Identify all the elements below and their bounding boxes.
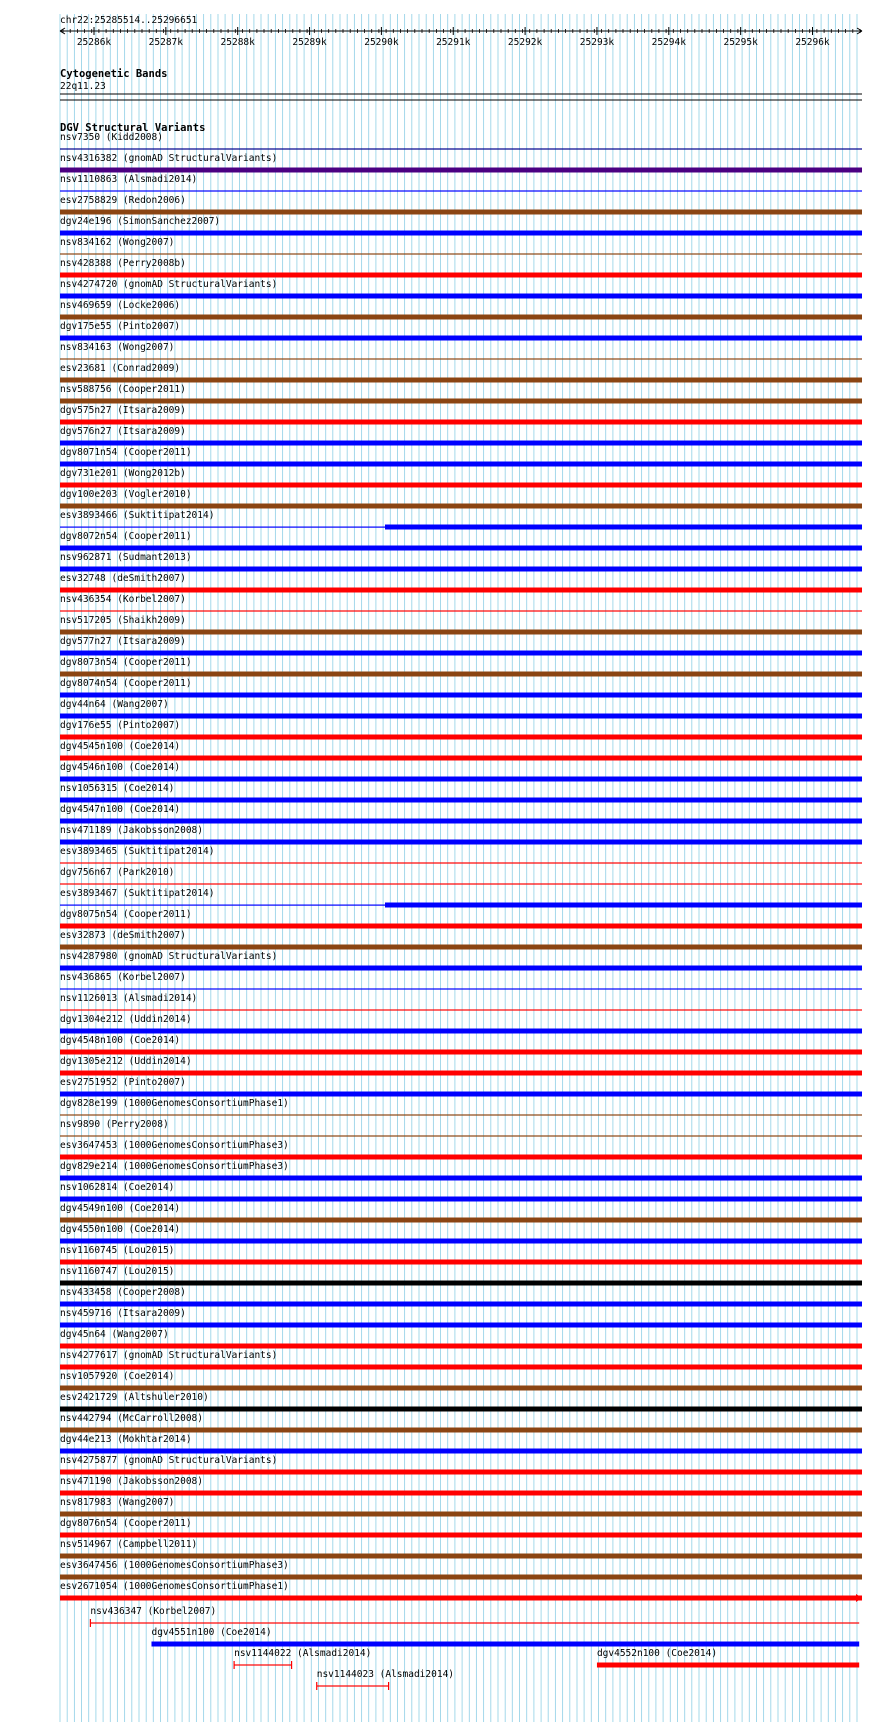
dgv-feature-label: nsv514967 (Campbell2011) — [60, 1539, 198, 1550]
dgv-feature-bar[interactable] — [60, 399, 862, 404]
dgv-feature-bar[interactable] — [60, 1533, 862, 1538]
dgv-feature-label: nsv4277617 (gnomAD StructuralVariants) — [60, 1350, 278, 1361]
ruler-tick-label: 25289k — [292, 37, 327, 48]
dgv-feature-connector — [60, 527, 385, 528]
dgv-feature-bar[interactable] — [60, 588, 862, 593]
ruler-tick-label: 25293k — [579, 37, 615, 48]
dgv-feature-label: nsv517205 (Shaikh2009) — [60, 615, 186, 626]
dgv-feature-label: nsv436354 (Korbel2007) — [60, 594, 186, 605]
dgv-feature-bar[interactable] — [60, 1050, 862, 1055]
dgv-feature-bar[interactable] — [60, 1281, 862, 1286]
dgv-feature-label: dgv731e201 (Wong2012b) — [60, 468, 186, 479]
ruler-tick-label: 25296k — [795, 37, 830, 48]
dgv-feature-label: esv23681 (Conrad2009) — [60, 363, 181, 374]
dgv-feature-label: dgv1304e212 (Uddin2014) — [60, 1014, 192, 1025]
dgv-feature-bar[interactable] — [60, 924, 862, 929]
dgv-feature-bar[interactable] — [60, 546, 862, 551]
dgv-feature-bar[interactable] — [60, 1135, 862, 1136]
ruler-tick-label: 25291k — [436, 37, 471, 48]
dgv-feature-label: nsv433458 (Cooper2008) — [60, 1287, 186, 1298]
dgv-feature-label: dgv4552n100 (Coe2014) — [596, 1648, 718, 1659]
dgv-feature-bar[interactable] — [60, 819, 862, 824]
ruler-tick-label: 25295k — [723, 37, 758, 48]
dgv-feature-bar[interactable] — [385, 525, 862, 530]
dgv-feature-label: dgv4546n100 (Coe2014) — [60, 762, 181, 773]
dgv-feature-bar[interactable] — [60, 315, 862, 320]
dgv-feature-bar[interactable] — [60, 966, 862, 971]
dgv-feature-label: dgv24e196 (SimonSanchez2007) — [60, 216, 221, 227]
dgv-feature-connector — [60, 905, 385, 906]
dgv-feature-bar[interactable] — [60, 1239, 862, 1244]
dgv-feature-label: nsv1126013 (Alsmadi2014) — [60, 993, 198, 1004]
dgv-feature-label: dgv829e214 (1000GenomesConsortiumPhase3) — [60, 1161, 289, 1172]
dgv-feature-label: nsv1057920 (Coe2014) — [60, 1371, 175, 1382]
dgv-feature-row[interactable] — [234, 1648, 371, 1669]
dgv-feature-label: nsv1144023 (Alsmadi2014) — [316, 1669, 455, 1680]
dgv-feature-label: nsv4275877 (gnomAD StructuralVariants) — [60, 1455, 278, 1466]
dgv-feature-label: dgv4548n100 (Coe2014) — [60, 1035, 181, 1046]
dgv-feature-label: esv3893467 (Suktitipat2014) — [60, 888, 215, 899]
dgv-feature-bar[interactable] — [60, 1029, 862, 1034]
dgv-feature-bar[interactable] — [60, 1407, 862, 1412]
dgv-feature-label: dgv8075n54 (Cooper2011) — [60, 909, 192, 920]
dgv-feature-bar[interactable] — [60, 504, 862, 509]
dgv-feature-label: dgv575n27 (Itsara2009) — [60, 405, 186, 416]
dgv-feature-bar[interactable] — [60, 253, 862, 254]
region-label: chr22:25285514..25296651 — [60, 15, 198, 26]
dgv-feature-bar[interactable] — [60, 840, 862, 845]
ruler-tick-label: 25288k — [220, 37, 255, 48]
dgv-feature-label: nsv588756 (Cooper2011) — [60, 384, 186, 395]
dgv-feature-label: nsv436865 (Korbel2007) — [60, 972, 186, 983]
dgv-feature-label: nsv471190 (Jakobsson2008) — [60, 1476, 203, 1487]
dgv-feature-bar[interactable] — [60, 483, 862, 488]
dgv-feature-label: dgv8074n54 (Cooper2011) — [60, 678, 192, 689]
dgv-feature-label: esv3893466 (Suktitipat2014) — [60, 510, 215, 521]
dgv-feature-label: esv2421729 (Altshuler2010) — [60, 1392, 209, 1403]
dgv-feature-label: nsv4274720 (gnomAD StructuralVariants) — [60, 279, 278, 290]
dgv-feature-bar[interactable] — [60, 1596, 862, 1601]
dgv-feature-bar[interactable] — [60, 168, 862, 173]
dgv-feature-bar[interactable] — [60, 1009, 862, 1010]
dgv-feature-label: dgv44n64 (Wang2007) — [60, 699, 169, 710]
dgv-feature-bar[interactable] — [60, 1092, 862, 1097]
dgv-feature-label: dgv4550n100 (Coe2014) — [60, 1224, 181, 1235]
dgv-feature-label: nsv4287980 (gnomAD StructuralVariants) — [60, 951, 278, 962]
dgv-feature-bar[interactable] — [317, 1685, 389, 1686]
dgv-feature-label: dgv176e55 (Pinto2007) — [60, 720, 181, 731]
ruler-tick-label: 25287k — [148, 37, 184, 48]
dgv-feature-bar[interactable] — [60, 651, 862, 656]
dgv-feature-label: dgv8072n54 (Cooper2011) — [60, 531, 192, 542]
dgv-feature-label: nsv459716 (Itsara2009) — [60, 1308, 186, 1319]
dgv-feature-label: dgv100e203 (Vogler2010) — [60, 489, 192, 500]
dgv-partial-rows[interactable] — [90, 1606, 859, 1690]
dgv-feature-label: esv2751952 (Pinto2007) — [60, 1077, 186, 1088]
dgv-feature-bar[interactable] — [60, 1114, 862, 1115]
dgv-feature-label: nsv1144022 (Alsmadi2014) — [234, 1648, 372, 1659]
dgv-feature-bar[interactable] — [60, 798, 862, 803]
dgv-feature-label: dgv44e213 (Mokhtar2014) — [60, 1434, 192, 1445]
dgv-feature-bar[interactable] — [60, 1428, 862, 1433]
dgv-feature-label: nsv1160745 (Lou2015) — [60, 1245, 175, 1256]
dgv-feature-label: esv3893465 (Suktitipat2014) — [60, 846, 215, 857]
dgv-feature-label: nsv9890 (Perry2008) — [60, 1119, 169, 1130]
dgv-feature-label: dgv45n64 (Wang2007) — [60, 1329, 169, 1340]
dgv-feature-label: nsv1062814 (Coe2014) — [60, 1182, 175, 1193]
dgv-feature-label: nsv834162 (Wong2007) — [60, 237, 175, 248]
dgv-feature-bar[interactable] — [60, 714, 862, 719]
dgv-feature-bar[interactable] — [60, 988, 862, 989]
dgv-feature-bar[interactable] — [60, 1449, 862, 1454]
dgv-feature-bar[interactable] — [60, 358, 862, 359]
dgv-feature-bar[interactable] — [60, 1260, 862, 1265]
ruler-tick-label: 25290k — [364, 37, 399, 48]
dgv-feature-bar[interactable] — [60, 1344, 862, 1349]
dgv-feature-row[interactable] — [90, 1606, 859, 1627]
dgv-feature-label: nsv817983 (Wang2007) — [60, 1497, 175, 1508]
dgv-feature-bar[interactable] — [60, 273, 862, 278]
dgv-feature-label: dgv4549n100 (Coe2014) — [60, 1203, 181, 1214]
dgv-feature-bar[interactable] — [60, 1323, 862, 1328]
dgv-feature-bar[interactable] — [60, 735, 862, 740]
dgv-feature-bar[interactable] — [385, 903, 862, 908]
dgv-feature-bar[interactable] — [60, 336, 862, 341]
dgv-feature-label: esv2758829 (Redon2006) — [60, 195, 186, 206]
dgv-feature-label: nsv7350 (Kidd2008) — [60, 132, 163, 143]
dgv-feature-bar[interactable] — [60, 693, 862, 698]
dgv-feature-label: dgv576n27 (Itsara2009) — [60, 426, 186, 437]
dgv-feature-bar[interactable] — [60, 462, 862, 467]
dgv-feature-bar[interactable] — [60, 756, 862, 761]
dgv-feature-label: dgv4547n100 (Coe2014) — [60, 804, 181, 815]
dgv-feature-label: nsv469659 (Locke2006) — [60, 300, 181, 311]
dgv-feature-bar[interactable] — [60, 1512, 862, 1517]
cytoband-track-title: Cytogenetic Bands — [60, 68, 168, 80]
dgv-feature-label: esv3647456 (1000GenomesConsortiumPhase3) — [60, 1560, 289, 1571]
dgv-feature-label: dgv828e199 (1000GenomesConsortiumPhase1) — [60, 1098, 289, 1109]
dgv-feature-label: dgv577n27 (Itsara2009) — [60, 636, 186, 647]
dgv-feature-label: dgv8076n54 (Cooper2011) — [60, 1518, 192, 1529]
dgv-feature-bar[interactable] — [234, 1664, 291, 1665]
dgv-feature-bar[interactable] — [60, 1575, 862, 1580]
dgv-feature-label: nsv442794 (McCarroll2008) — [60, 1413, 203, 1424]
dgv-feature-label: dgv8071n54 (Cooper2011) — [60, 447, 192, 458]
dgv-feature-bar[interactable] — [60, 945, 862, 950]
dgv-feature-bar[interactable] — [60, 1491, 862, 1496]
dgv-feature-label: nsv1110863 (Alsmadi2014) — [60, 174, 198, 185]
dgv-feature-bar[interactable] — [60, 672, 862, 677]
dgv-feature-bar[interactable] — [60, 883, 862, 884]
dgv-feature-bar[interactable] — [60, 630, 862, 635]
dgv-feature-label: nsv436347 (Korbel2007) — [90, 1606, 217, 1617]
dgv-feature-label: dgv4545n100 (Coe2014) — [60, 741, 181, 752]
dgv-feature-bar[interactable] — [60, 210, 862, 215]
ruler-tick-label: 25292k — [507, 37, 543, 48]
dgv-feature-bar[interactable] — [60, 441, 862, 446]
dgv-feature-bar[interactable] — [60, 777, 862, 782]
dgv-feature-bar[interactable] — [597, 1663, 859, 1668]
dgv-feature-bar[interactable] — [60, 1197, 862, 1202]
dgv-feature-label: nsv4316382 (gnomAD StructuralVariants) — [60, 153, 278, 164]
dgv-feature-label: nsv1056315 (Coe2014) — [60, 783, 175, 794]
dgv-feature-bar[interactable] — [60, 1218, 862, 1223]
dgv-feature-bar[interactable] — [60, 862, 862, 863]
ruler-tick-label: 25286k — [76, 37, 112, 48]
dgv-feature-bar[interactable] — [60, 190, 862, 191]
dgv-track-title: DGV Structural Variants — [60, 122, 206, 134]
dgv-feature-bar[interactable] — [60, 378, 862, 383]
dgv-feature-label: esv32748 (deSmith2007) — [60, 573, 186, 584]
dgv-feature-label: esv32873 (deSmith2007) — [60, 930, 186, 941]
cytoband-label: 22q11.23 — [60, 81, 106, 92]
dgv-feature-bar[interactable] — [60, 567, 862, 572]
dgv-feature-label: dgv756n67 (Park2010) — [60, 867, 175, 878]
dgv-feature-label: nsv1160747 (Lou2015) — [60, 1266, 175, 1277]
dgv-feature-bar[interactable] — [60, 1155, 862, 1160]
dgv-feature-label: dgv4551n100 (Coe2014) — [151, 1627, 272, 1638]
arrow-right-icon — [856, 1594, 862, 1602]
dgv-feature-bar[interactable] — [60, 1470, 862, 1475]
dgv-feature-bar[interactable] — [60, 1071, 862, 1076]
dgv-feature-label: esv3647453 (1000GenomesConsortiumPhase3) — [60, 1140, 289, 1151]
dgv-feature-label: nsv471189 (Jakobsson2008) — [60, 825, 203, 836]
dgv-feature-bar[interactable] — [60, 294, 862, 299]
dgv-feature-label: dgv175e55 (Pinto2007) — [60, 321, 181, 332]
dgv-feature-label: nsv962871 (Sudmant2013) — [60, 552, 192, 563]
dgv-feature-label: nsv834163 (Wong2007) — [60, 342, 175, 353]
dgv-feature-bar[interactable] — [60, 231, 862, 236]
dgv-feature-label: nsv428388 (Perry2008b) — [60, 258, 186, 269]
dgv-feature-bar[interactable] — [60, 1365, 862, 1370]
dgv-feature-bar[interactable] — [60, 610, 862, 611]
dgv-feature-bar[interactable] — [60, 1176, 862, 1181]
dgv-feature-label: dgv1305e212 (Uddin2014) — [60, 1056, 192, 1067]
dgv-feature-bar[interactable] — [60, 1302, 862, 1307]
dgv-feature-bar[interactable] — [151, 1642, 859, 1647]
dgv-feature-bar[interactable] — [60, 420, 862, 425]
dgv-feature-label: dgv8073n54 (Cooper2011) — [60, 657, 192, 668]
dgv-feature-bar[interactable] — [60, 1386, 862, 1391]
dgv-feature-bar[interactable] — [60, 148, 862, 149]
dgv-feature-bar[interactable] — [90, 1622, 859, 1623]
dgv-feature-label: esv2671054 (1000GenomesConsortiumPhase1) — [60, 1581, 289, 1592]
dgv-feature-bar[interactable] — [60, 1554, 862, 1559]
ruler-tick-label: 25294k — [651, 37, 686, 48]
